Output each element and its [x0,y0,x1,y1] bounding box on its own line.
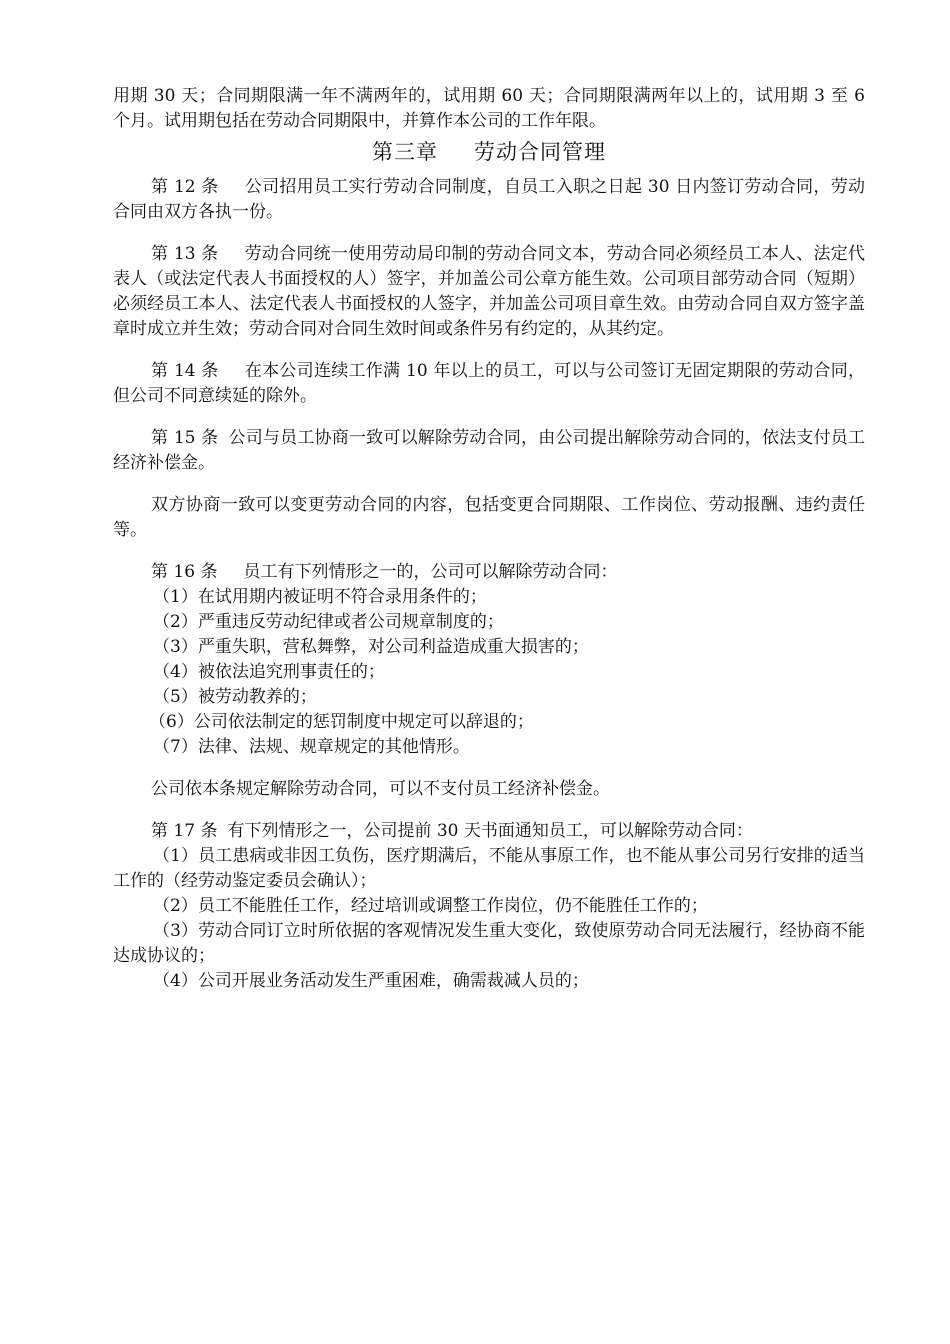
article-number: 第 12 条 [151,177,219,197]
list-item: （3）劳动合同订立时所依据的客观情况发生重大变化，致使原劳动合同无法履行，经协商不能达成协议的； [113,921,865,966]
article-17 [113,819,865,844]
article-12 [113,175,865,225]
list-item: （1）员工患病或非因工负伤，医疗期满后，不能从事原工作，也不能从事公司另行安排的适当工作的（经劳动鉴定委员会确认）； [113,846,865,891]
list-item: （5）被劳动教养的； [153,687,317,707]
article-number: 第 16 条 [151,562,218,582]
article-15 [113,426,865,476]
article-14 [113,359,865,409]
list-item: （2）严重违反劳动纪律或者公司规章制度的； [153,612,504,632]
article-number: 第 14 条 [151,361,219,381]
article-16-closing: 公司依本条规定解除劳动合同，可以不支付员工经济补偿金。 [151,779,610,799]
list-item: （1）在试用期内被证明不符合录用条件的； [153,587,487,607]
list-item: （4）被依法追究刑事责任的； [153,662,385,682]
chapter-heading [113,137,865,167]
list-item: （3）严重失职，营私舞弊，对公司利益造成重大损害的； [153,637,589,657]
chapter-number: 第三章 [372,140,438,164]
document-page [113,84,865,994]
article-text: 劳动合同统一使用劳动局印制的劳动合同文本，劳动合同必须经员工本人、法定代表人（或法定代表人书面授权的人）签字，并加盖公司公章方能生效。公司项目部劳动合同（短期）必须经员工本人、法定代表人书面授权的人签字，并加盖公司项目章生效。由劳动合同自双方签字盖章时成立并生效；劳动合同对合同生效时间或条件另有约定的，从其约定。 [113,244,865,339]
list-item: （2）员工不能胜任工作，经过培训或调整工作岗位，仍不能胜任工作的； [153,896,708,916]
list-item: （4）公司开展业务活动发生严重困难，确需裁减人员的； [153,971,589,991]
article-13 [113,242,865,342]
article-15-paragraph-2: 双方协商一致可以变更劳动合同的内容，包括变更合同期限、工作岗位、劳动报酬、违约责任等。 [113,495,865,540]
article-number: 第 13 条 [151,244,219,264]
intro-paragraph: 用期 30 天；合同期限满一年不满两年的，试用期 60 天；合同期限满两年以上的，试用期 3 至 6 个月。试用期包括在劳动合同期限中，并算作本公司的工作年限。 [113,86,865,131]
article-text: 在本公司连续工作满 10 年以上的员工，可以与公司签订无固定期限的劳动合同，但公司不同意续延的除外。 [113,361,865,406]
article-16 [113,560,865,585]
article-number: 第 17 条 [151,821,218,841]
article-text: 员工有下列情形之一的，公司可以解除劳动合同： [243,562,618,582]
article-text: 公司与员工协商一致可以解除劳动合同，由公司提出解除劳动合同的，依法支付员工经济补偿金。 [113,428,865,473]
list-item: （6）公司依法制定的惩罚制度中规定可以辞退的； [149,712,534,732]
article-number: 第 15 条 [151,428,219,448]
chapter-title: 劳动合同管理 [474,140,606,164]
article-text: 公司招用员工实行劳动合同制度，自员工入职之日起 30 日内签订劳动合同，劳动合同由双方各执一份。 [113,177,865,222]
list-item: （7）法律、法规、规章规定的其他情形。 [153,737,470,757]
article-text: 有下列情形之一，公司提前 30 天书面通知员工，可以解除劳动合同： [227,821,753,841]
